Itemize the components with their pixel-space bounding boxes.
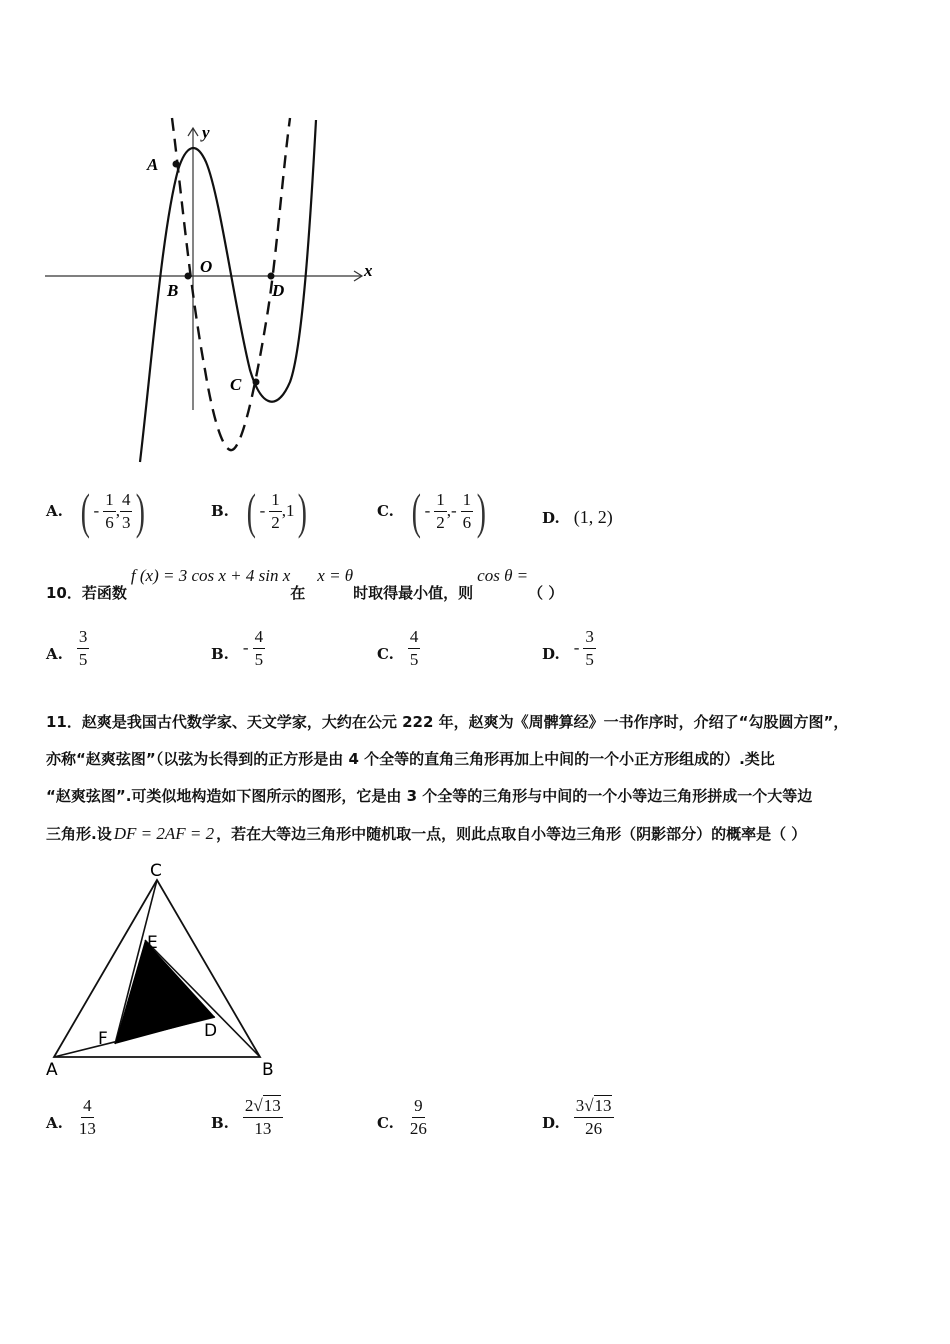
q11-option-c[interactable] — [377, 1097, 429, 1138]
q10-option-d[interactable] — [542, 628, 596, 669]
question-text: 三角形.设 — [46, 825, 112, 843]
point-B — [185, 273, 192, 280]
fraction: $\frac{3}{5}$ — [585, 627, 594, 669]
fraction: $\frac{3√13}{26}$ — [575, 1096, 612, 1138]
q11-line-3: “赵爽弦图”.可类似地构造如下图所示的图形，它是由 3 个全等的三角形与中间的一个小等边三角形拼成一个大等边 — [46, 787, 813, 805]
label-B: B — [167, 281, 179, 300]
df-af-expression: DF = 2AF = 2 — [113, 824, 215, 843]
option-letter: D. — [542, 1114, 560, 1133]
question-text: 在 — [290, 584, 306, 602]
minus-sign: - — [242, 638, 249, 658]
minus-sign: - — [573, 638, 580, 658]
comma: , — [446, 501, 451, 520]
answer-paren: （ ） — [528, 584, 564, 602]
label-E: E — [147, 933, 158, 953]
label-C: C — [230, 375, 242, 394]
option-letter: A. — [46, 502, 63, 520]
point-C — [253, 379, 260, 386]
q11-line-4 — [46, 815, 926, 853]
fraction: $\frac{4}{3}$ — [121, 489, 131, 532]
label-D: D — [272, 281, 285, 300]
fraction: $\frac{1}{6}$ — [462, 489, 472, 532]
radicand: 13 — [594, 1096, 612, 1115]
fraction: $\frac{3}{5}$ — [78, 627, 88, 669]
fraction: $\frac{2√13}{13}$ — [244, 1096, 281, 1138]
coefficient: 3 — [575, 1096, 585, 1115]
label-B: B — [262, 1060, 274, 1080]
q11-option-a[interactable] — [46, 1097, 98, 1138]
fraction: $\frac{9}{26}$ — [409, 1096, 427, 1138]
q9-option-c[interactable]: C. ( - $\frac{1}{2}$ , - $\frac{1}{6}$ ) — [377, 483, 487, 539]
y-label: y — [202, 123, 210, 142]
minus-sign: - — [450, 501, 457, 520]
theta-expression: x = θ — [317, 566, 354, 585]
fraction: $\frac{1}{2}$ — [436, 489, 445, 532]
option-letter: B. — [211, 645, 229, 664]
label-F: F — [98, 1029, 108, 1049]
fraction: $\frac{4}{5}$ — [254, 627, 264, 669]
fraction: $\frac{1}{6}$ — [105, 489, 114, 532]
label-A: A — [46, 1060, 58, 1080]
point-A — [173, 161, 180, 168]
q9-option-b[interactable]: B. ( - $\frac{1}{2}$ ,1 ) — [211, 483, 308, 539]
question-text: 若函数 — [81, 584, 127, 602]
option-letter: D. — [542, 645, 560, 664]
function-graph-figure — [40, 110, 390, 470]
question-text: 时取得最小值，则 — [353, 584, 474, 602]
option-letter: C. — [377, 502, 394, 520]
question-number: 10． — [46, 584, 82, 602]
coefficient: 2 — [244, 1096, 254, 1115]
option-letter: D. — [542, 508, 560, 527]
option-value: (1, 2) — [573, 507, 613, 527]
question-text: ，若在大等边三角形中随机取一点，则此点取自小等边三角形（阴影部分）的概率是（ ） — [216, 825, 807, 843]
q10-option-b[interactable] — [211, 628, 265, 669]
option-letter: C. — [377, 645, 394, 664]
q10-option-a[interactable] — [46, 628, 89, 669]
q10-stem — [46, 566, 563, 603]
fraction: $\frac{4}{13}$ — [78, 1096, 96, 1138]
fraction: $\frac{4}{5}$ — [409, 627, 419, 669]
q9-option-d[interactable] — [542, 507, 613, 528]
label-C: C — [150, 861, 162, 881]
function-expression: f (x) = 3 cos x + 4 sin x — [130, 566, 291, 585]
fraction: $\frac{1}{2}$ — [271, 489, 280, 532]
q11-option-b[interactable] — [211, 1097, 283, 1138]
interval-end: ,1 — [281, 501, 295, 520]
radicand: 13 — [263, 1096, 281, 1115]
option-letter: A. — [46, 645, 63, 664]
cos-expression: cos θ = — [477, 566, 529, 585]
option-letter: B. — [211, 502, 229, 520]
option-letter: B. — [211, 1114, 229, 1133]
q9-option-a[interactable]: A. ( - $\frac{1}{6}$ , $\frac{4}{3}$ ) — [46, 483, 146, 539]
q11-stem — [46, 704, 926, 853]
label-D: D — [204, 1021, 218, 1041]
minus-sign: - — [424, 501, 431, 520]
q10-option-c[interactable] — [377, 628, 420, 669]
comma: , — [115, 501, 120, 520]
q11-line-2: 亦称“赵爽弦图”（以弦为长得到的正方形是由 4 个全等的直角三角形再加上中间的一个小正方形组成的）.类比 — [46, 750, 775, 768]
q11-option-d[interactable] — [542, 1097, 614, 1138]
x-label: x — [364, 261, 373, 280]
point-D — [268, 273, 275, 280]
label-A: A — [147, 155, 159, 174]
option-letter: A. — [46, 1114, 63, 1133]
minus-sign: - — [259, 501, 266, 520]
option-letter: C. — [377, 1114, 394, 1133]
equilateral-triangle-figure — [40, 852, 290, 1082]
label-O: O — [200, 257, 213, 276]
minus-sign: - — [93, 501, 100, 520]
q11-line-1: 11．赵爽是我国古代数学家、天文学家，大约在公元 222 年，赵爽为《周髀算经》一书作序时，介绍了“勾股圆方图”， — [46, 713, 849, 731]
